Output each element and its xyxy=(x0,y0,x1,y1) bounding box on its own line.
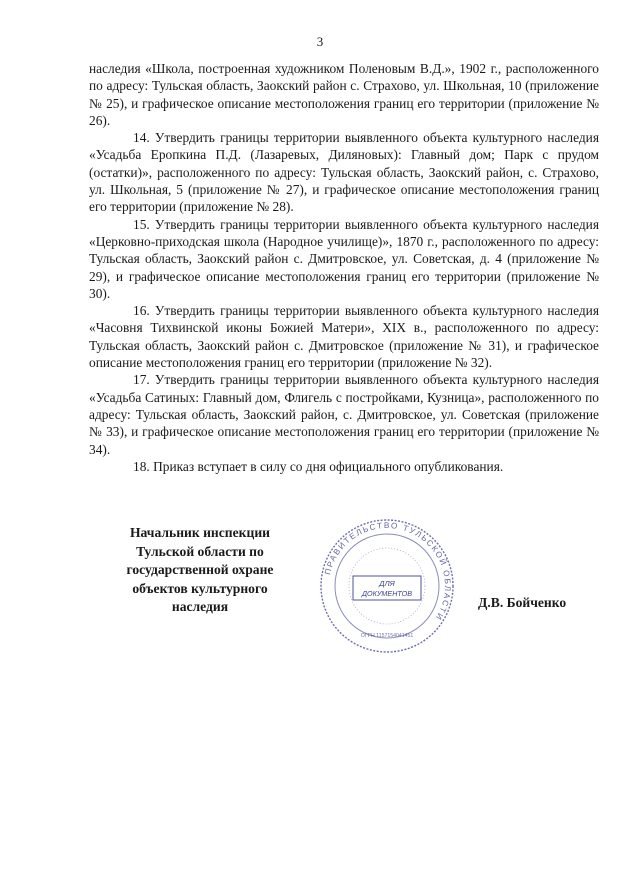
paragraph-17: 17. Утвердить границы территории выявленного объекта культурного наследия «Усадьба Сатиных: Главный дом, Флигель с постройками, Кузница», расположенного по адресу: Тульская область, Заокский район, с. Дмитровское, ул. Советская (приложение № 33), и графическое описание местоположения границ его территории (приложение № 34). xyxy=(89,372,599,457)
signatory-position-line: Тульской области по xyxy=(136,543,264,559)
signatory-position-line: наследия xyxy=(171,599,229,614)
document-body xyxy=(89,60,599,475)
paragraph-14: 14. Утвердить границы территории выявленного объекта культурного наследия «Усадьба Еропкина П.Д. (Лазаревых, Диляновых): Главный дом; Парк с прудом (остатки)», расположенного по адресу: Тульская область, Заокский район, с. Страхово, ул. Школьная, 5 (приложение № 27), и графическое описание местоположения границ его территории (приложение № 28). xyxy=(89,130,599,215)
signatory-position xyxy=(100,524,300,617)
official-seal xyxy=(317,516,457,656)
signatory-position-line: объектов культурного xyxy=(132,580,268,596)
signatory-name: Д.В. Бойченко xyxy=(478,595,567,610)
seal-outer-text: ПРАВИТЕЛЬСТВО ТУЛЬСКОЙ ОБЛАСТИ xyxy=(323,520,453,623)
page-number: 3 xyxy=(316,34,324,49)
paragraph-15: 15. Утвердить границы территории выявленного объекта культурного наследия «Церковно-приходская школа (Народное училище)», 1870 г., расположенного по адресу: Тульская область, Заокский район с. Дмитровское, ул. Советская, д. 4 (приложение № 29), и графическое описание местоположения границ его территории (приложение № 30). xyxy=(89,216,599,301)
seal-ogrn-text: ОГРН 1157154041451 xyxy=(360,633,414,639)
seal-center-text-2: ДОКУМЕНТОВ xyxy=(361,589,413,598)
paragraph-18: 18. Приказ вступает в силу со дня официального опубликования. xyxy=(133,458,504,474)
paragraph-16: 16. Утвердить границы территории выявленного объекта культурного наследия «Часовня Тихвинской иконы Божией Матери», XIX в., расположенного по адресу: Тульская область, Заокский район с. Дмитровское (приложение № 31), и графическое описание местоположения границ его территории (приложение № 32). xyxy=(89,303,599,371)
seal-center-text-1: ДЛЯ xyxy=(379,579,395,588)
paragraph-13-continued: наследия «Школа, построенная художником Поленовым В.Д.», 1902 г., расположенного по адресу: Тульская область, Заокский район с. Страхово, ул. Школьная, 10 (приложение № 25), и графическое описание местоположения границ его территории (приложение № 26). xyxy=(89,61,599,128)
signatory-position-line: Начальник инспекции xyxy=(129,525,270,540)
seal-graphic xyxy=(317,516,457,656)
signatory-position-line: государственной охране xyxy=(126,562,274,577)
